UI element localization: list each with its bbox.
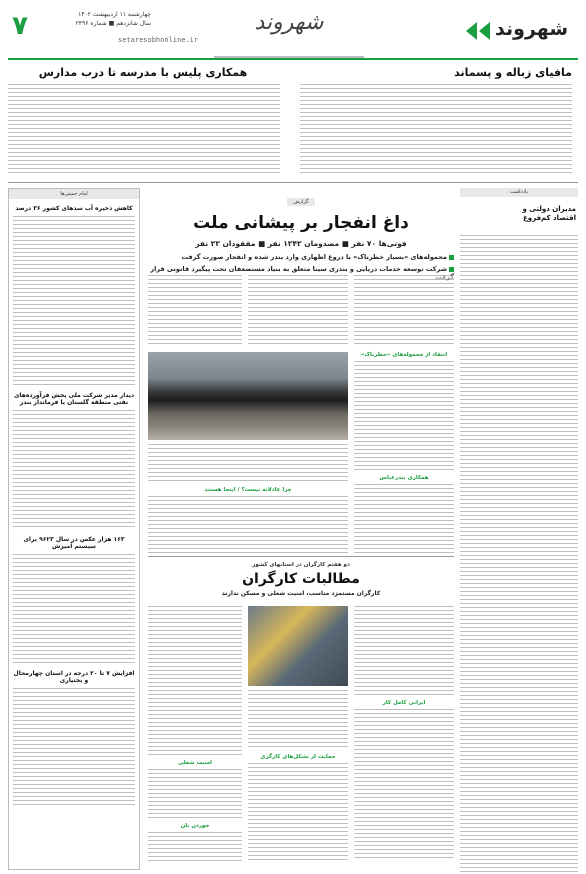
main-divider (148, 556, 454, 557)
top-right-headline: مافیای زباله و پسماند (454, 66, 572, 79)
workers-subhead-3: امنیت شغلی (178, 760, 212, 766)
logo (214, 10, 364, 58)
chevron-icon (466, 22, 477, 40)
workers-body-text-5 (148, 606, 242, 756)
website-text[interactable]: setaresobhonline.ir (118, 36, 199, 44)
left-item-2-title: دیدار مدیر شرکت ملی پخش فرآورده‌های نفتی منطقه گلستان با فرماندار بندر (13, 392, 135, 406)
header-divider (8, 58, 578, 60)
left-column (8, 188, 140, 870)
dateline (36, 10, 151, 28)
main-headline: داغ انفجار بر پیشانی ملت (193, 213, 409, 233)
top-divider (8, 182, 578, 183)
main-bullet-1-text: محموله‌های «بسیار خطرناک» با دروغ اظهاری وارد بندر شده و انفجار صورت گرفت (181, 253, 447, 261)
right-column (460, 188, 578, 868)
page-number: ۷ (8, 8, 32, 44)
date-text: چهارشنبه ۱۱ اردیبهشت ۱۴۰۲ (78, 11, 151, 18)
left-column-tag: امام خمینی‌ها (9, 189, 139, 199)
chevron-icon (479, 22, 490, 40)
main-lede-col-2 (248, 275, 348, 347)
main-body-text-4 (148, 496, 348, 554)
issue-text: سال شانزدهم ■ شماره ۲۴۹۶ (75, 20, 151, 27)
right-column-title: مدیران دولتی و اقتصاد کم‌فروغ (522, 205, 576, 222)
main-body-mid (148, 444, 348, 554)
left-item-4-title: افزایش ۷ تا ۲۰ درجه در استان چهارمحال و بختیاری (13, 670, 135, 684)
workers-col-left (148, 606, 242, 868)
main-body-text-1 (354, 361, 454, 471)
workers-subhead-4: خوردن نان (180, 823, 210, 829)
workers-kicker: دو هفتم کارگران در استانهای کشور (252, 562, 350, 568)
workers-headline: مطالبات کارگران (242, 571, 360, 587)
main-kicker-label: گزارش (287, 198, 314, 206)
main-body-text-3 (148, 444, 348, 484)
workers-subhead-2: حمایت از تشکل‌های کارگری (260, 754, 336, 760)
explosion-photo (148, 352, 348, 440)
main-body-right (354, 352, 454, 552)
left-item-4-body (13, 688, 135, 808)
workers-body-text-7 (148, 832, 242, 862)
bullet-square-icon (449, 255, 454, 260)
main-subhead-1: انتقاد از محموله‌های «خطرناک» (360, 352, 448, 358)
workers-body-text-6 (148, 769, 242, 819)
top-left-headline: همکاری پلیس با مدرسه تا درب مدارس (38, 66, 248, 79)
workers-subhead: کارگران مستمزد مناسب، امنیت شغلی و مسکن ندارند (221, 590, 381, 597)
left-item-1-body (13, 216, 135, 386)
right-column-body (460, 235, 578, 874)
workers-col-mid (248, 690, 348, 868)
top-left-body (8, 84, 280, 176)
left-item-3-title: ۱۶۳ هزار عکس در سال ۹۶۲۳ برای سیستم آمیزش (23, 536, 125, 550)
main-kicker (148, 188, 454, 207)
section-title: شهروند (495, 18, 568, 40)
left-item-2-body (13, 410, 135, 530)
workers-photo (248, 606, 348, 686)
section-title-block (428, 18, 568, 48)
main-lede-col-1 (354, 275, 454, 347)
top-right-body (300, 84, 572, 176)
logo-text: شهروند (254, 10, 324, 35)
workers-body-text-1 (354, 606, 454, 696)
main-bullet-2-text: شرکت توسعه خدمات دریایی و بندری سینا متعلق به بنیاد مستضعفان تحت پیگیرد قانونی قرار (150, 265, 447, 273)
main-subhead-3: چرا عادلانه نیست؟ / اینجا هستند (204, 487, 292, 493)
main-lede-col-3 (148, 275, 242, 347)
main-stats: فوتی‌ها ۷۰ نفر ■ مصدومان ۱۲۴۲ نفر ■ مفقودان ۲۲ نفر (195, 239, 407, 248)
right-column-tag: یادداشت (460, 188, 578, 197)
workers-subhead-1: ایرانی کامل کار (382, 700, 426, 706)
left-item-1-title: کاهش ذخیره آب سدهای کشور ۳۶ درصد (15, 205, 133, 212)
workers-body-text-2 (354, 709, 454, 859)
page-header (0, 0, 586, 58)
main-subhead-2: همکاری بندرعباس (379, 475, 429, 481)
workers-body-text-4 (248, 763, 348, 863)
workers-body-text-3 (248, 690, 348, 750)
left-item-3-body (13, 554, 135, 664)
workers-col-right (354, 606, 454, 868)
website[interactable] (118, 36, 223, 44)
main-body-text-2 (354, 484, 454, 556)
main-bullet-1 (148, 253, 454, 261)
bullet-square-icon (449, 267, 454, 272)
